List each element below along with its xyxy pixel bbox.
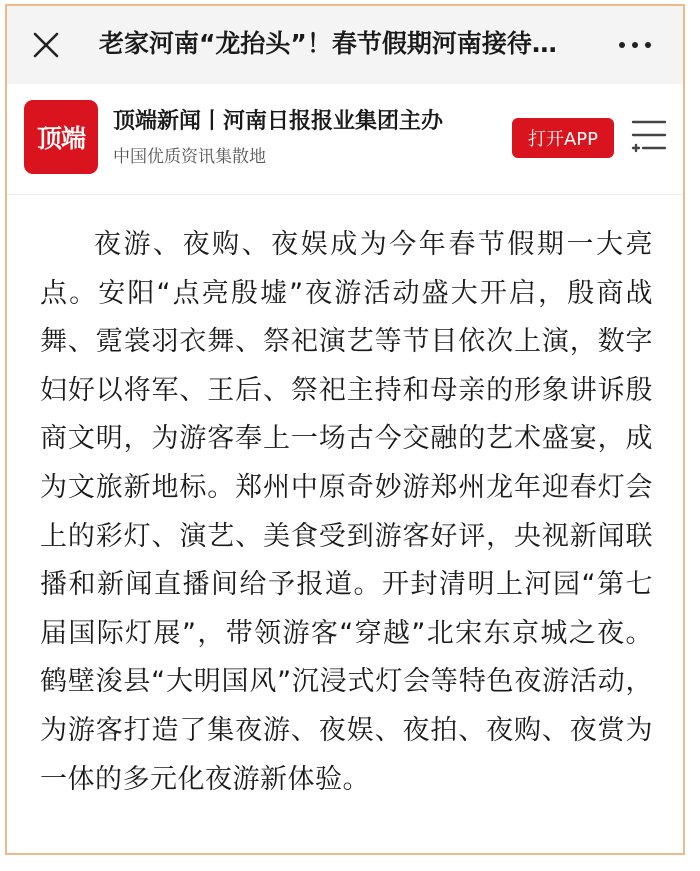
- article-paragraph: 夜游、夜购、夜娱成为今年春节假期一大亮点。安阳“点亮殷墟”夜游活动盛大开启，殷商战舞、霓裳羽衣舞、祭祀演艺等节目依次上演，数字妇好以将军、王后、祭祀主持和母亲的形象讲诉殷商文明，为游客奉上一场古今交融的艺术盛宴，成为文旅新地标。郑州中原奇妙游郑州龙年迎春灯会上的彩灯、演艺、美食受到游客好评，央视新闻联播和新闻直播间给予报道。开封清明上河园“第七届国际灯展”，带领游客“穿越”北宋东京城之夜。鹤壁浚县“大明国风”沉浸式灯会等特色夜游活动，为游客打造了集夜游、夜娱、夜拍、夜购、夜赏为一体的多元化夜游新体验。: [40, 229, 653, 795]
- article-body: [7, 195, 683, 804]
- brand-title: 顶端新闻丨河南日报报业集团主办: [113, 108, 444, 134]
- more-dots-icon: [619, 42, 625, 48]
- app-promo-banner: [7, 84, 683, 195]
- menu-icon: [629, 114, 669, 158]
- menu-button[interactable]: [629, 114, 669, 158]
- open-app-button[interactable]: 打开APP: [512, 118, 614, 158]
- top-navigation-bar: [7, 6, 683, 84]
- page-title: 老家河南“龙抬头”！春节假期河南接待…: [99, 29, 557, 58]
- app-logo: 顶端: [24, 100, 98, 174]
- more-dots-icon: [632, 42, 638, 48]
- more-options-button[interactable]: [619, 42, 651, 48]
- close-button[interactable]: [29, 28, 63, 62]
- more-dots-icon: [645, 42, 651, 48]
- brand-subtitle: 中国优质资讯集散地: [113, 147, 266, 167]
- close-icon: [29, 28, 63, 62]
- screenshot-frame: [5, 4, 685, 855]
